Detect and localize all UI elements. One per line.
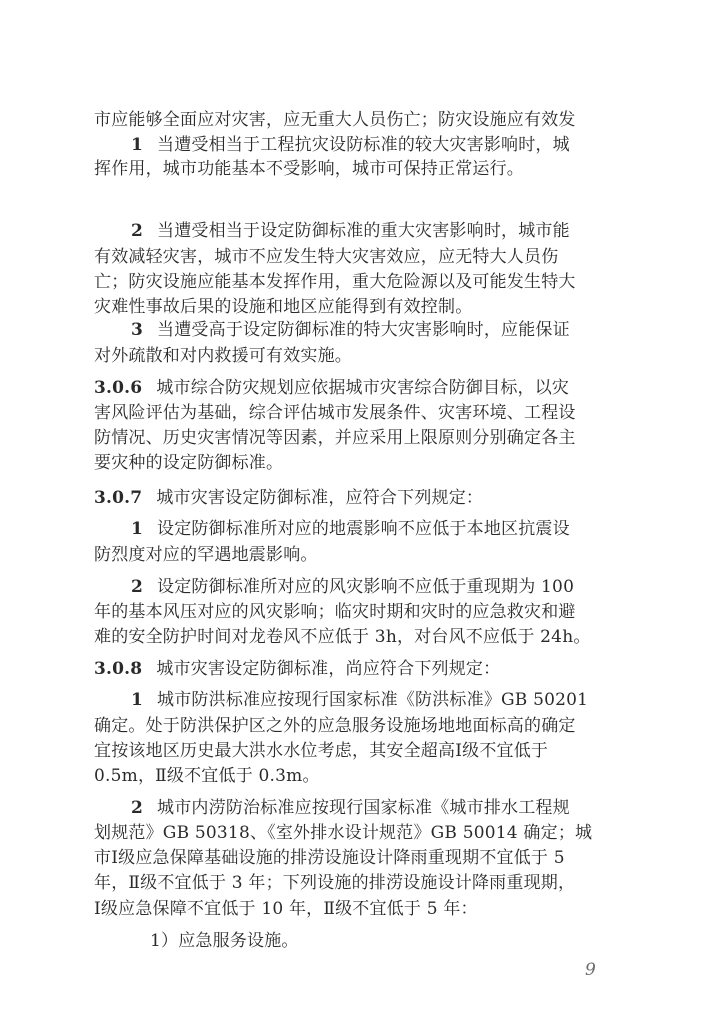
line-text: 城市防洪标准应按现行国家标准《防洪标准》GB 50201	[157, 690, 589, 710]
line-text: 市Ⅰ级应急保障基础设施的排涝设施设计降雨重现期不宜低于 5	[94, 848, 565, 868]
text-line	[94, 451, 283, 475]
line-text: 0.5m，Ⅱ级不宜低于 0.3m。	[94, 766, 320, 786]
text-line	[94, 486, 483, 510]
text-line	[94, 295, 472, 319]
line-text: 宜按该地区历史最大洪水水位考虑，其安全超高Ⅰ级不宜低于	[94, 741, 549, 761]
text-line	[94, 270, 576, 294]
text-line	[94, 344, 352, 368]
text-line	[94, 714, 576, 738]
clause-number: 3.0.8	[94, 659, 143, 679]
sub-item-number: 1）	[150, 931, 179, 951]
line-text: 城市内涝防治标准应按现行国家标准《城市排水工程规	[157, 798, 570, 818]
text-line	[94, 871, 575, 895]
line-text: 挥作用，城市功能基本不受影响，城市可保持正常运行。	[94, 159, 524, 179]
line-text: 要灾种的设定防御标准。	[94, 453, 284, 473]
line-text: 防情况、历史灾害情况等因素，并应采用上限原则分别确定各主	[94, 428, 576, 448]
text-line	[94, 543, 318, 567]
text-line	[94, 739, 548, 763]
text-line	[131, 575, 574, 599]
text-line	[94, 821, 592, 845]
item-number: 3	[131, 320, 144, 340]
text-line	[94, 157, 524, 181]
text-line	[131, 517, 570, 541]
line-text: Ⅰ级应急保障不宜低于 10 年，Ⅱ级不宜低于 5 年：	[94, 899, 478, 919]
line-text: 市应能够全面应对灾害，应无重大人员伤亡；防灾设施应有效发	[94, 110, 576, 130]
line-text: 害风险评估为基础，综合评估城市发展条件、灾害环境、工程设	[94, 403, 576, 423]
line-text: 城市灾害设定防御标准，应符合下列规定：	[156, 488, 484, 508]
line-text: 亡；防灾设施应能基本发挥作用，重大危险源以及可能发生特大	[94, 272, 576, 292]
text-line	[131, 219, 570, 243]
text-line	[131, 318, 570, 342]
text-line	[150, 929, 299, 953]
item-number: 2	[131, 798, 144, 818]
line-text: 划规范》GB 50318、《室外排水设计规范》GB 50014 确定；城	[94, 823, 593, 843]
line-text: 当遭受相当于设定防御标准的重大灾害影响时，城市能	[157, 221, 570, 241]
clause-number: 3.0.6	[94, 378, 143, 398]
line-text: 设定防御标准所对应的地震影响不应低于本地区抗震设	[157, 519, 570, 539]
item-number: 1	[131, 519, 144, 539]
line-text: 城市灾害设定防御标准，尚应符合下列规定：	[156, 659, 501, 679]
item-number: 2	[131, 221, 144, 241]
item-number: 1	[131, 690, 144, 710]
text-line	[94, 108, 576, 132]
line-text: 确定。处于防洪保护区之外的应急服务设施场地地面标高的确定	[94, 716, 576, 736]
text-line	[94, 245, 558, 269]
line-text: 当遭受相当于工程抗灾设防标准的较大灾害影响时，城	[157, 135, 570, 155]
text-line	[94, 376, 569, 400]
clause-number: 3.0.7	[94, 488, 143, 508]
line-text: 灾难性事故后果的设施和地区应能得到有效控制。	[94, 297, 473, 317]
line-text: 难的安全防护时间对龙卷风不应低于 3h，对台风不应低于 24h。	[94, 627, 591, 647]
text-line	[131, 133, 570, 157]
line-text: 有效减轻灾害，城市不应发生特大灾害效应，应无特大人员伤	[94, 247, 559, 267]
text-line	[94, 764, 320, 788]
text-line	[94, 600, 576, 624]
line-text: 年，Ⅱ级不宜低于 3 年；下列设施的排涝设施设计降雨重现期，	[94, 873, 576, 893]
line-text: 设定防御标准所对应的风灾影响不应低于重现期为 100	[157, 577, 575, 597]
line-text: 城市综合防灾规划应依据城市灾害综合防御目标，以灾	[156, 378, 570, 398]
text-line	[131, 688, 588, 712]
text-line	[94, 846, 565, 870]
text-line	[94, 401, 576, 425]
item-number: 1	[131, 135, 144, 155]
line-text: 当遭受高于设定防御标准的特大灾害影响时，应能保证	[157, 320, 570, 340]
text-line	[94, 897, 478, 921]
text-line	[94, 657, 500, 681]
item-number: 2	[131, 577, 144, 597]
line-text: 防烈度对应的罕遇地震影响。	[94, 545, 318, 565]
text-line	[94, 426, 576, 450]
page-number: 9	[585, 960, 596, 980]
text-line	[131, 796, 570, 820]
line-text: 应急服务设施。	[178, 931, 299, 951]
line-text: 年的基本风压对应的风灾影响；临灾时期和灾时的应急救灾和避	[94, 602, 576, 622]
text-line	[94, 625, 591, 649]
line-text: 对外疏散和对内救援可有效实施。	[94, 346, 352, 366]
